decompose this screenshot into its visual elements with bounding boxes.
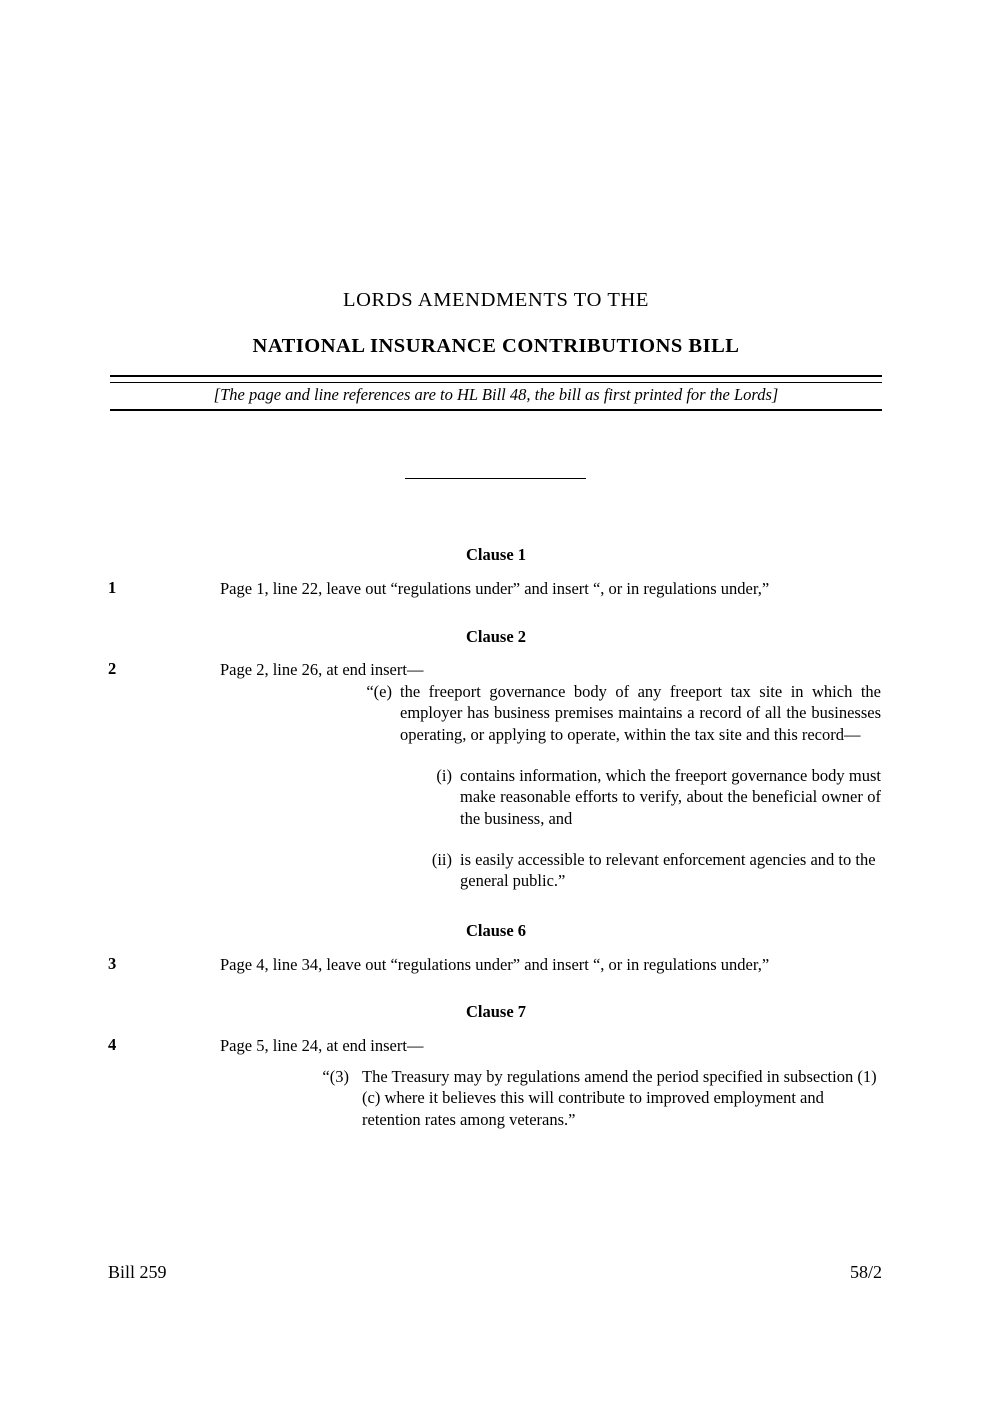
amendment-text-4: Page 5, line 24, at end insert—: [220, 1036, 424, 1055]
inserted-paragraph-e-label: “(e): [366, 682, 392, 701]
amendment-number-1: 1: [108, 578, 117, 597]
clause-heading-2: Clause 2: [465, 627, 527, 646]
section-divider-rule: [405, 478, 586, 479]
clause-heading-7: Clause 7: [465, 1002, 527, 1021]
amendment-text-1: Page 1, line 22, leave out “regulations under” and insert “, or in regulations under,”: [220, 579, 770, 598]
clause-heading-6: Clause 6: [465, 921, 527, 940]
document-title-line-1: LORDS AMENDMENTS TO THE: [343, 289, 649, 311]
inserted-subparagraph-i: [436, 765, 881, 829]
inserted-paragraph-e-body: the freeport governance body of any freeport tax site in which the employer has business premises maintains a record of all the businesses operating, or applying to operate, within the tax site and this record—: [400, 682, 881, 744]
amendment-text-2: Page 2, line 26, at end insert—: [220, 660, 424, 679]
amendment-number-3: 3: [108, 954, 117, 973]
header-rule-bottom: [110, 409, 882, 411]
inserted-subparagraph-ii: [431, 849, 881, 892]
inserted-subparagraph-i-body: contains information, which the freeport governance body must make reasonable efforts to verify, about the beneficial owner of the business, and: [460, 766, 881, 828]
inserted-subsection-3-body: The Treasury may by regulations amend the period specified in subsection (1)(c) where it believes this will contribute to improved employment and retention rates among veterans.”: [362, 1067, 877, 1129]
inserted-subparagraph-ii-label: (ii): [431, 850, 452, 869]
amendment-number-2: 2: [108, 659, 117, 678]
document-title-block: [110, 288, 882, 358]
inserted-paragraph-e: [366, 681, 881, 745]
footer-bill-number: Bill 259: [108, 1262, 167, 1282]
inserted-subsection-3-label: “(3): [322, 1067, 349, 1086]
inserted-subparagraph-ii-body: is easily accessible to relevant enforcement agencies and to the general public.”: [460, 850, 876, 891]
clause-heading-1: Clause 1: [465, 545, 527, 564]
inserted-subparagraph-i-label: (i): [436, 766, 452, 785]
document-title-line-2: NATIONAL INSURANCE CONTRIBUTIONS BILL: [252, 334, 740, 357]
header-rule-double: [110, 375, 882, 383]
amendment-number-4: 4: [108, 1035, 117, 1054]
footer-page-reference: 58/2: [849, 1262, 882, 1282]
amendment-text-3: Page 4, line 34, leave out “regulations under” and insert “, or in regulations under,”: [220, 955, 770, 974]
page-line-reference-note: [The page and line references are to HL Bill 48, the bill as first printed for the Lords]: [213, 385, 779, 404]
inserted-subsection-3: [322, 1066, 881, 1130]
